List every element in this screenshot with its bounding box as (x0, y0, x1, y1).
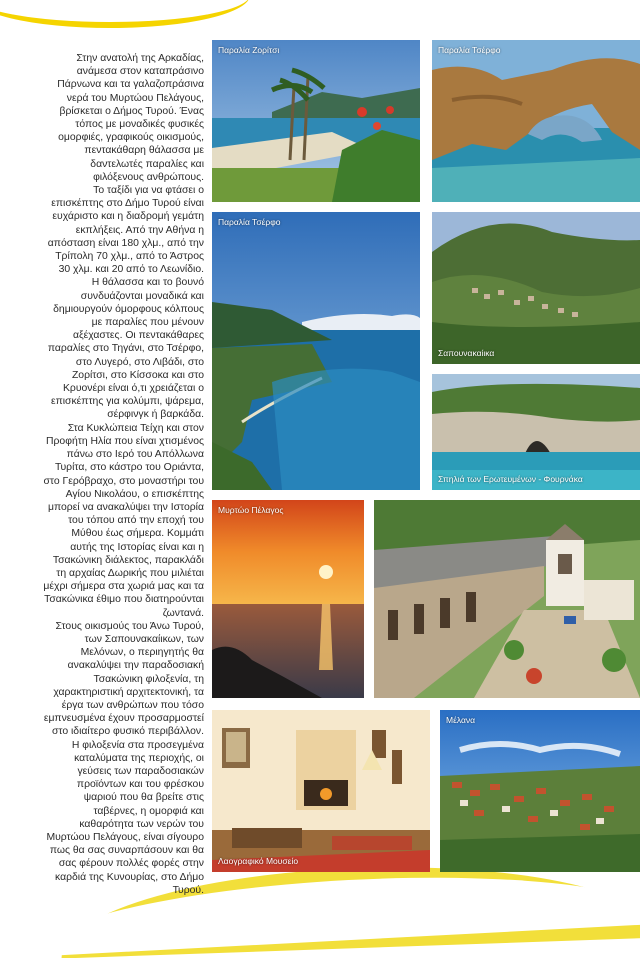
photo-sapounakaiika (432, 212, 640, 364)
caption-tserfo-bay: Παραλία Τσέρφο (218, 217, 281, 227)
caption-sapounakaiika: Σαπουνακαίικα (438, 348, 495, 358)
caption-museum: Λαογραφικό Μουσείο (218, 856, 299, 866)
paragraph-beaches: Η θάλασσα και το βουνό συνδυάζονται μοναδικά και δημιουργούν όμορφους κόλπους με παραλίες που μένουν αξέχαστες. Οι πεντακάθαρες παραλίες στο Τηγάνι, στο Τσέρφο, στο Λυγερό, στο Λιβάδι, στο Ζορίτσι, στο Κίσσοκα και στο Κρυονέρι είναι ό,τι χρειάζεται ο επισκέπτης για κολύμπι, ψάρεμα, σέρφινγκ ή βαρκάδα. (47, 277, 204, 421)
photo-zoritsi-beach (212, 40, 420, 202)
caption-tserfo-arch: Παραλία Τσέρφο (438, 45, 501, 55)
paragraph-hospitality: Η φιλοξενία στα προσεγμένα καταλύματα της περιοχής, οι γεύσεις των παραδοσιακών προϊόντων και του φρέσκου ψαριού που θα βρείτε στις ταβέρνες, η ομορφιά και καθαρότητα των νερών του Μυρτώου Πελάγους, είναι σίγουρο πως θα σας συναρπάσουν και θα σας φέρουν πολλές φορές στην καρδιά της Κυνουρίας, στο Δήμο Τυρού. (46, 739, 204, 896)
caption-zoritsi: Παραλία Ζορίτσι (218, 45, 280, 55)
paragraph-history: Στα Κυκλώπεια Τείχη και στον Προφήτη Ηλία που είναι χτισμένος πάνω στο Ιερό του Απόλλωνα Τυρίτα, στο κάστρο του Οριάντα, στο Γερόβραχο, στο μοναστήρι του Αγίου Νικολάου, ο επισκέπτης μπορεί να ανακαλύψει την Ιστορία του τόπου από την εποχή του Μύθου έως σήμερα. Κομμάτι αυτής της Ιστορίας είναι και η Τσακώνικη διάλεκτος, παρακλάδι τη αρχαίας Δωρικής που μιλιέται μέχρι σήμερα στα χωριά μας και τα Τσακώνικα έθιμο που διατηρούνται ζωντανά. (43, 422, 204, 619)
caption-cave: Σπηλιά των Ερωτευμένων - Φουρνάκα (438, 474, 583, 484)
paragraph-travel: Το ταξίδι για να φτάσει ο επισκέπτης στο Δήμο Τυρού είναι ευχάριστο και η διαδρομή γεμάτη εκπλήξεις. Από την Αθήνα η απόσταση είναι 180 χλμ., από την Τρίπολη 70 χλμ., από το Άστρος 30 χλμ. και 20 από το Λεωνίδιο. (47, 185, 204, 276)
photo-tserfo-rock-arch (432, 40, 640, 202)
caption-myrtoo: Μυρτώο Πέλαγος (218, 505, 284, 515)
top-decorative-swoosh (0, 0, 250, 28)
photo-folklore-museum (212, 710, 430, 872)
caption-melana: Μέλανα (446, 715, 476, 725)
photo-myrtoo-sunset (212, 500, 364, 698)
photo-melana-village (440, 710, 640, 872)
paragraph-intro: Στην ανατολή της Αρκαδίας, ανάμεσα στον καταπράσινο Πάρνωνα και τα γαλαζοπράσινα νερά του Μυρτώου Πελάγους, βρίσκεται ο Δήμος Τυρού. Ένας τόπος με μοναδικές φυσικές ομορφιές, γραφικούς οικισμούς, πεντακάθαρη θάλασσα με δαντελωτές παραλίες και φιλόξενους ανθρώπους. (57, 53, 204, 183)
photo-tserfo-bay (212, 212, 420, 490)
photo-monastery-courtyard (374, 500, 640, 698)
article-text (42, 52, 204, 897)
photo-lovers-cave-fournaka (432, 374, 640, 490)
paragraph-villages: Στους οικισμούς του Άνω Τυρού, των Σαπουνακαίικων, των Μελόνων, ο περιηγητής θα ανακαλύψει την παραδοσιακή Τσακώνικη φιλοξενία, τη χαρακτηριστική αρχιτεκτονική, τα έργα των ανθρώπων που τόσο εμπνευσμένα έχουν προσαρμοστεί στο ιδιαίτερο φυσικό περιβάλλον. (43, 620, 204, 738)
